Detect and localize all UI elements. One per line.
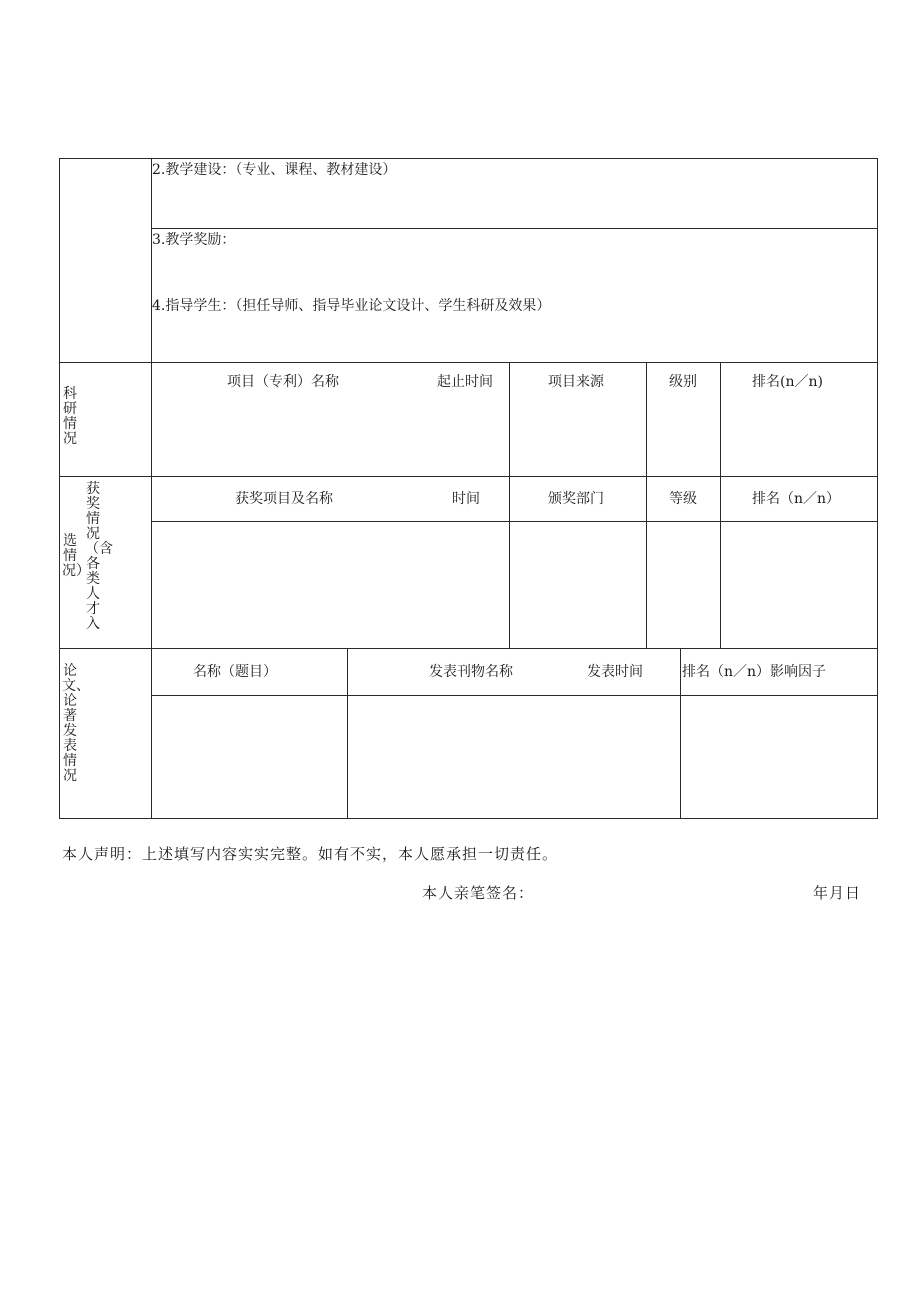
section-divider-papers — [59, 648, 878, 649]
awards-col-divider-3 — [720, 476, 721, 648]
table-border-bottom — [59, 818, 878, 819]
papers-header-title: 名称（题目） — [193, 664, 277, 680]
research-label: 科研情况 — [63, 386, 77, 447]
awards-header-rank: 排名（n／n） — [752, 491, 841, 507]
papers-col-divider-1 — [347, 648, 348, 819]
awards-header-time: 时间 — [452, 491, 480, 507]
research-header-name: 项目（专利）名称 — [227, 374, 339, 390]
table-border-top — [59, 158, 878, 159]
papers-header-divider — [151, 695, 878, 696]
awards-col-divider-1 — [509, 476, 510, 648]
label-column-divider — [151, 158, 152, 819]
teaching-item-awards: 3.教学奖励： — [152, 232, 236, 248]
signature-label: 本人亲笔签名： — [422, 884, 535, 902]
awards-header-department: 颁奖部门 — [548, 491, 604, 507]
teaching-item-guidance: 4.指导学生：（担任导师、指导毕业论文设计、学生科研及效果） — [152, 298, 551, 314]
papers-col-divider-2 — [680, 648, 681, 819]
research-col-divider-2 — [646, 362, 647, 476]
awards-col-divider-2 — [646, 476, 647, 648]
research-col-divider-1 — [509, 362, 510, 476]
date-label: 年月日 — [813, 884, 862, 902]
papers-label: 论文、论著发表情况 — [62, 663, 90, 784]
table-border-right — [877, 158, 878, 819]
papers-header-date: 发表时间 — [587, 664, 643, 680]
awards-label-col2: 选情况） — [62, 533, 90, 579]
research-col-divider-3 — [720, 362, 721, 476]
research-header-period: 起止时间 — [437, 374, 493, 390]
teaching-row-divider — [151, 228, 878, 229]
section-divider-awards — [59, 476, 878, 477]
awards-label-col1: 获奖情况（含各类人才入 — [85, 481, 113, 632]
teaching-item-construction: 2.教学建设：（专业、课程、教材建设） — [152, 162, 397, 178]
research-header-level: 级别 — [669, 374, 697, 390]
awards-header-name: 获奖项目及名称 — [235, 491, 333, 507]
declaration-statement: 本人声明：上述填写内容实实完整。如有不实，本人愿承担一切责任。 — [62, 845, 559, 863]
section-divider-research — [59, 362, 878, 363]
awards-header-divider — [151, 521, 878, 522]
papers-header-rank-impact: 排名（n／n）影响因子 — [682, 664, 827, 680]
table-border-left — [59, 158, 60, 819]
papers-header-journal: 发表刊物名称 — [429, 664, 513, 680]
research-header-rank: 排名(n／n) — [752, 374, 823, 390]
awards-header-grade: 等级 — [669, 491, 697, 507]
research-header-source: 项目来源 — [548, 374, 604, 390]
